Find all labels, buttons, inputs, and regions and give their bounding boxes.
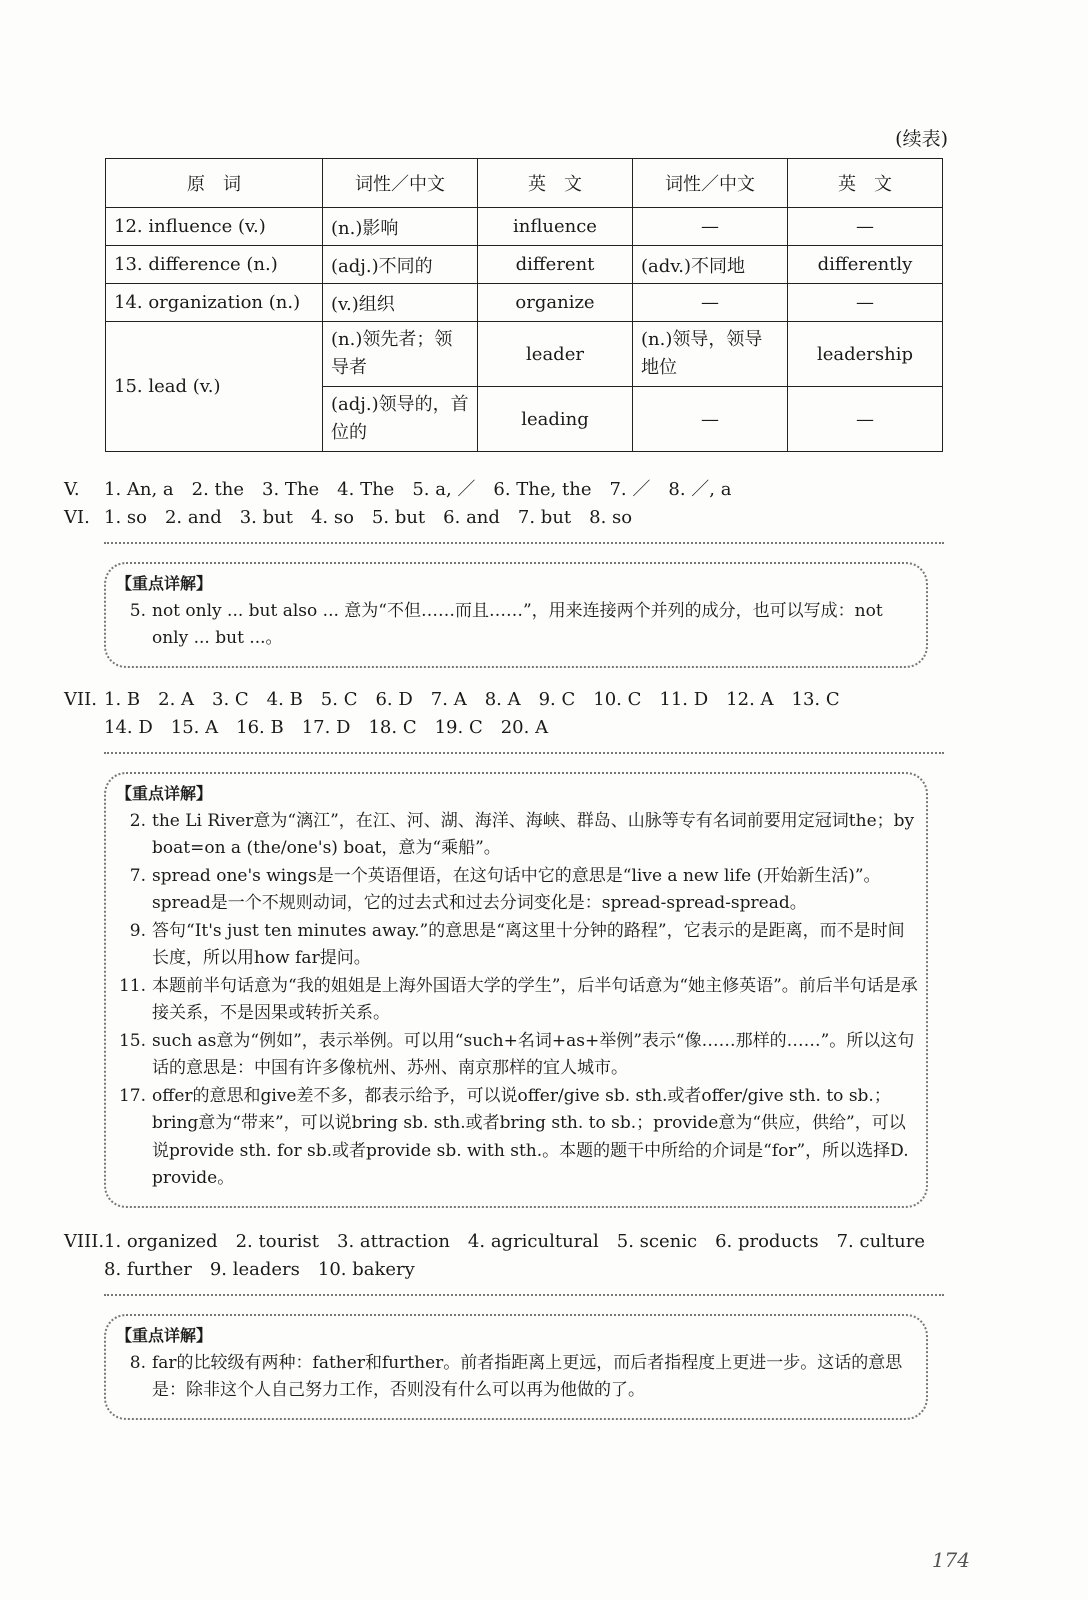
- item-number: 7.: [129, 865, 146, 886]
- cell-pos1: (adj.)领导的，首位的: [323, 387, 478, 452]
- answer-line: 1. B 2. A 3. C 4. B 5. C 6. D 7. A 8. A 9. C 10. C 11. D 12. A 13. C: [104, 689, 840, 710]
- section-label: VI.: [64, 507, 90, 528]
- table-row: [106, 246, 943, 284]
- cell-pos1: (v.)组织: [323, 284, 478, 322]
- table-row: [106, 322, 943, 387]
- answer-text: 1. An, a 2. the 3. The 4. The 5. a, ／ 6. The, the 7. ／ 8. ／, a: [104, 479, 732, 500]
- cell-en1: leader: [478, 322, 633, 387]
- header-english-1: 英 文: [478, 159, 633, 208]
- explanation-box-2: [104, 772, 928, 1208]
- dotted-divider: [104, 542, 944, 544]
- header-pos-chinese-2: 词性／中文: [633, 159, 788, 208]
- item-text: the Li River意为“漓江”，在江、河、湖、海洋、海峡、群岛、山脉等专有名词前要用定冠词the；by boat=on a (the/one's) boat，意为“乘船”。: [152, 810, 915, 858]
- cell-en2: —: [788, 284, 943, 322]
- cell-pos2: —: [633, 284, 788, 322]
- header-english-2: 英 文: [788, 159, 943, 208]
- cell-word: 14. organization (n.): [106, 284, 323, 322]
- cell-en2: differently: [788, 246, 943, 284]
- section-vii-answers-cont: [64, 713, 548, 739]
- cell-en2: leadership: [788, 322, 943, 387]
- table-row: [106, 284, 943, 322]
- item-text: such as意为“例如”，表示举例。可以用“such+名词+as+举例”表示“像……那样的……”。所以这句话的意思是：中国有许多像杭州、苏州、南京那样的宜人城市。: [152, 1030, 915, 1078]
- explanation-box-1: [104, 562, 928, 668]
- explanation-box-3: [104, 1314, 928, 1420]
- explanation-item: [116, 918, 918, 973]
- table-header-row: [106, 159, 943, 208]
- item-number: 9.: [129, 920, 146, 941]
- section-vii-answers: [64, 685, 840, 711]
- explanation-heading: 【重点详解】: [116, 1326, 213, 1345]
- section-label: VII.: [64, 689, 97, 710]
- explanation-item: [116, 808, 918, 863]
- cell-en2: —: [788, 387, 943, 452]
- explanation-heading: 【重点详解】: [116, 574, 213, 593]
- cell-pos1: (n.)领先者；领导者: [323, 322, 478, 387]
- cell-en2: —: [788, 208, 943, 246]
- item-number: 5.: [129, 600, 146, 621]
- item-number: 2.: [129, 810, 146, 831]
- item-number: 8.: [129, 1352, 146, 1373]
- cell-pos2: (n.)领导，领导地位: [633, 322, 788, 387]
- item-number: 17.: [118, 1085, 146, 1106]
- section-viii-answers: [64, 1227, 925, 1253]
- explanation-item: [116, 1350, 918, 1405]
- cell-en1: different: [478, 246, 633, 284]
- item-text: 答句“It's just ten minutes away.”的意思是“离这里十分钟的路程”，它表示的是距离，而不是时间长度，所以用how far提问。: [152, 920, 905, 968]
- explanation-item: [116, 863, 918, 918]
- section-v-answers: [64, 475, 731, 501]
- item-text: far的比较级有两种：father和further。前者指距离上更远，而后者指程度上更进一步。这话的意思是：除非这个人自己努力工作，否则没有什么可以再为他做的了。: [152, 1352, 903, 1400]
- answer-text: 1. so 2. and 3. but 4. so 5. but 6. and 7. but 8. so: [104, 507, 633, 528]
- cell-pos1: (adj.)不同的: [323, 246, 478, 284]
- answer-line: 8. further 9. leaders 10. bakery: [104, 1259, 415, 1280]
- cell-pos1: (n.)影响: [323, 208, 478, 246]
- vocabulary-table: [105, 158, 943, 452]
- explanation-item: [116, 1083, 918, 1193]
- header-pos-chinese-1: 词性／中文: [323, 159, 478, 208]
- section-vi-answers: [64, 503, 632, 529]
- answer-line: 1. organized 2. tourist 3. attraction 4. agricultural 5. scenic 6. products 7. culture: [104, 1231, 926, 1252]
- dotted-divider: [104, 752, 944, 754]
- explanation-item: [116, 973, 918, 1028]
- cell-en1: organize: [478, 284, 633, 322]
- item-text: offer的意思和give差不多，都表示给予，可以说offer/give sb. sth.或者offer/give sth. to sb.；bring意为“带来”，可以说bring sb. sth.或者bring sth. to sb.；provide意为“供应，供给”，可以说provide sth. for sb.或者provide sb. with sth.。本题的题干中所给的介词是“for”，所以选择D. provide。: [152, 1085, 909, 1188]
- section-label: V.: [64, 479, 80, 500]
- cell-pos2: —: [633, 208, 788, 246]
- continued-label: (续表): [895, 128, 948, 150]
- explanation-item: [116, 598, 918, 653]
- explanation-heading: 【重点详解】: [116, 784, 213, 803]
- item-text: 本题前半句话意为“我的姐姐是上海外国语大学的学生”，后半句话意为“她主修英语”。前后半句话是承接关系，不是因果或转折关系。: [152, 975, 918, 1023]
- item-text: spread one's wings是一个英语俚语，在这句话中它的意思是“live a new life (开始新生活)”。spread是一个不规则动词，它的过去式和过去分词变化是：spread-spread-spread。: [152, 865, 881, 913]
- section-viii-answers-cont: [64, 1255, 415, 1281]
- cell-pos2: —: [633, 387, 788, 452]
- item-number: 15.: [118, 1030, 146, 1051]
- table-row: [106, 208, 943, 246]
- cell-word: 13. difference (n.): [106, 246, 323, 284]
- item-number: 11.: [118, 975, 146, 996]
- cell-word: 15. lead (v.): [106, 322, 323, 452]
- page-number: 174: [931, 1548, 970, 1572]
- explanation-item: [116, 1028, 918, 1083]
- section-label: VIII.: [64, 1231, 105, 1252]
- cell-en1: influence: [478, 208, 633, 246]
- answer-line: 14. D 15. A 16. B 17. D 18. C 19. C 20. A: [104, 717, 549, 738]
- cell-pos2: (adv.)不同地: [633, 246, 788, 284]
- item-text: not only ... but also ... 意为“不但……而且……”，用来连接两个并列的成分，也可以写成：not only ... but ...。: [152, 600, 883, 648]
- header-original-word: 原 词: [106, 159, 323, 208]
- cell-en1: leading: [478, 387, 633, 452]
- cell-word: 12. influence (v.): [106, 208, 323, 246]
- dotted-divider: [104, 1294, 944, 1296]
